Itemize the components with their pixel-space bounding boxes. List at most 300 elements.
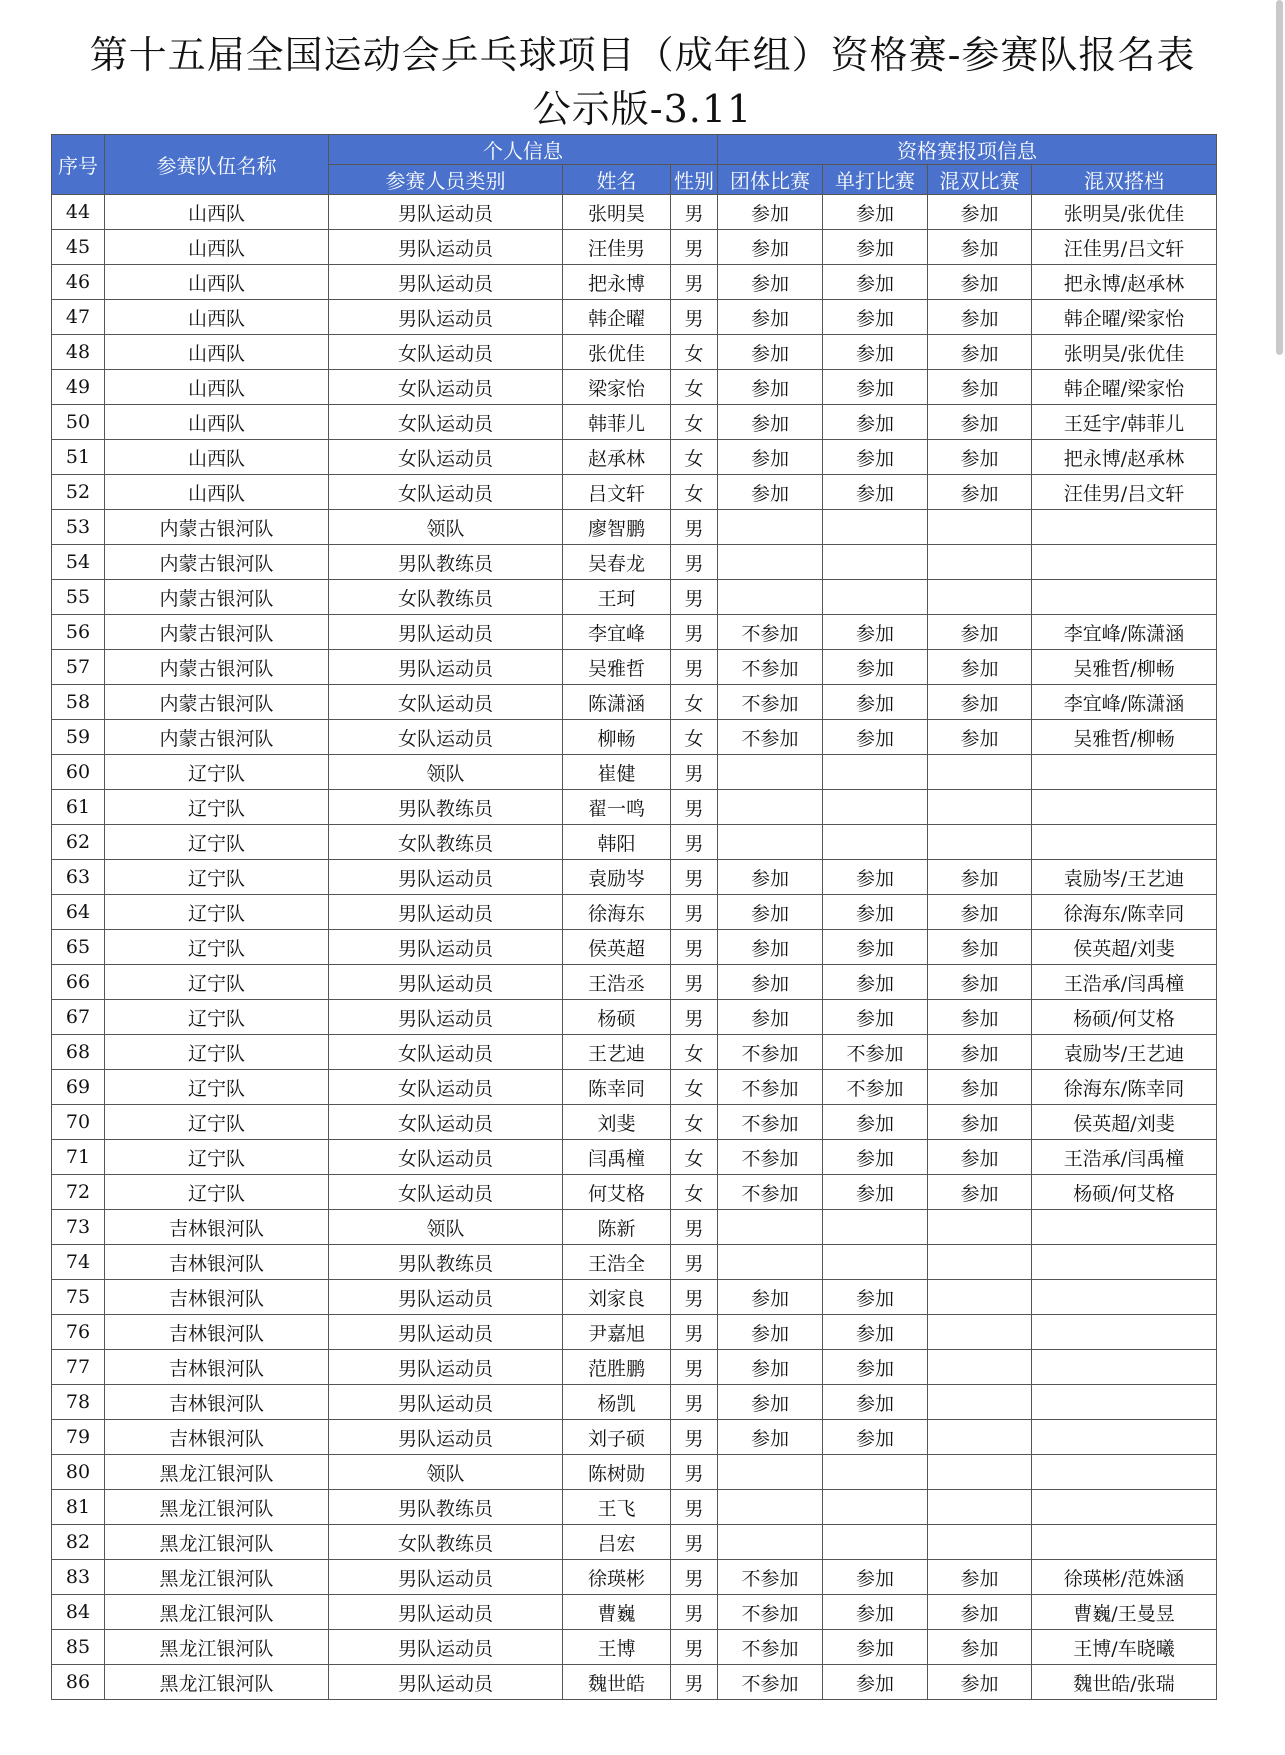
- cell-category: 女队运动员: [329, 685, 563, 720]
- cell-singles: [823, 1245, 928, 1280]
- cell-singles: [823, 545, 928, 580]
- cell-name: 王浩全: [563, 1245, 671, 1280]
- cell-seq: 47: [52, 300, 105, 335]
- cell-seq: 73: [52, 1210, 105, 1245]
- cell-gender: 女: [671, 1035, 718, 1070]
- cell-singles: 参加: [823, 1665, 928, 1700]
- cell-partner: 韩企曜/梁家怡: [1032, 300, 1217, 335]
- cell-gender: 男: [671, 510, 718, 545]
- cell-gender: 男: [671, 1350, 718, 1385]
- cell-partner: [1032, 1420, 1217, 1455]
- cell-team: 黑龙江银河队: [105, 1630, 329, 1665]
- cell-gender: 男: [671, 1560, 718, 1595]
- table-row: [52, 230, 1217, 265]
- cell-category: 男队运动员: [329, 650, 563, 685]
- table-row: [52, 195, 1217, 230]
- cell-name: 刘家良: [563, 1280, 671, 1315]
- cell-team-event: 不参加: [718, 1560, 823, 1595]
- cell-singles: [823, 1525, 928, 1560]
- cell-name: 王博: [563, 1630, 671, 1665]
- cell-gender: 男: [671, 860, 718, 895]
- cell-gender: 男: [671, 195, 718, 230]
- cell-seq: 57: [52, 650, 105, 685]
- cell-seq: 46: [52, 265, 105, 300]
- table-row: [52, 475, 1217, 510]
- table-row: [52, 755, 1217, 790]
- table-row: [52, 650, 1217, 685]
- cell-gender: 男: [671, 580, 718, 615]
- cell-partner: [1032, 790, 1217, 825]
- cell-name: 杨硕: [563, 1000, 671, 1035]
- cell-team: 山西队: [105, 195, 329, 230]
- cell-name: 袁励岑: [563, 860, 671, 895]
- table-row: [52, 685, 1217, 720]
- cell-gender: 男: [671, 1490, 718, 1525]
- cell-team: 辽宁队: [105, 1105, 329, 1140]
- cell-partner: 侯英超/刘斐: [1032, 1105, 1217, 1140]
- cell-team: 吉林银河队: [105, 1245, 329, 1280]
- cell-team: 辽宁队: [105, 965, 329, 1000]
- cell-seq: 85: [52, 1630, 105, 1665]
- cell-mixed: 参加: [928, 720, 1032, 755]
- cell-category: 女队运动员: [329, 405, 563, 440]
- cell-team: 辽宁队: [105, 1140, 329, 1175]
- cell-seq: 50: [52, 405, 105, 440]
- table-row: [52, 1000, 1217, 1035]
- cell-partner: 李宜峰/陈潇涵: [1032, 615, 1217, 650]
- cell-category: 男队运动员: [329, 1350, 563, 1385]
- cell-seq: 49: [52, 370, 105, 405]
- cell-singles: 参加: [823, 930, 928, 965]
- cell-team-event: 不参加: [718, 650, 823, 685]
- cell-gender: 男: [671, 1630, 718, 1665]
- header-category: 参赛人员类别: [329, 165, 563, 195]
- cell-team: 内蒙古银河队: [105, 580, 329, 615]
- cell-team-event: [718, 510, 823, 545]
- scrollbar[interactable]: [1276, 0, 1283, 355]
- header-seq: 序号: [52, 135, 105, 195]
- cell-singles: 参加: [823, 685, 928, 720]
- cell-mixed: 参加: [928, 1595, 1032, 1630]
- cell-category: 男队运动员: [329, 895, 563, 930]
- cell-team: 辽宁队: [105, 1175, 329, 1210]
- cell-gender: 男: [671, 1665, 718, 1700]
- cell-gender: 女: [671, 335, 718, 370]
- cell-partner: 徐瑛彬/范姝涵: [1032, 1560, 1217, 1595]
- cell-seq: 82: [52, 1525, 105, 1560]
- cell-category: 女队运动员: [329, 1070, 563, 1105]
- cell-team-event: 不参加: [718, 1630, 823, 1665]
- cell-gender: 男: [671, 1315, 718, 1350]
- cell-partner: [1032, 825, 1217, 860]
- cell-mixed: 参加: [928, 335, 1032, 370]
- cell-partner: 侯英超/刘斐: [1032, 930, 1217, 965]
- cell-mixed: 参加: [928, 370, 1032, 405]
- cell-seq: 80: [52, 1455, 105, 1490]
- cell-gender: 男: [671, 265, 718, 300]
- cell-seq: 53: [52, 510, 105, 545]
- cell-mixed: 参加: [928, 300, 1032, 335]
- cell-partner: 韩企曜/梁家怡: [1032, 370, 1217, 405]
- cell-team: 内蒙古银河队: [105, 685, 329, 720]
- header-mixed: 混双比赛: [928, 165, 1032, 195]
- cell-name: 陈潇涵: [563, 685, 671, 720]
- cell-category: 女队教练员: [329, 580, 563, 615]
- cell-team-event: 不参加: [718, 1035, 823, 1070]
- cell-mixed: 参加: [928, 1140, 1032, 1175]
- cell-partner: [1032, 1350, 1217, 1385]
- cell-team: 黑龙江银河队: [105, 1455, 329, 1490]
- cell-name: 闫禹橦: [563, 1140, 671, 1175]
- cell-partner: 把永博/赵承林: [1032, 440, 1217, 475]
- cell-category: 男队运动员: [329, 1665, 563, 1700]
- cell-category: 女队教练员: [329, 1525, 563, 1560]
- cell-seq: 55: [52, 580, 105, 615]
- cell-singles: 参加: [823, 440, 928, 475]
- cell-category: 领队: [329, 1210, 563, 1245]
- cell-name: 徐瑛彬: [563, 1560, 671, 1595]
- cell-name: 李宜峰: [563, 615, 671, 650]
- cell-team-event: 参加: [718, 475, 823, 510]
- table-row: [52, 790, 1217, 825]
- table-row: [52, 510, 1217, 545]
- cell-partner: 徐海东/陈幸同: [1032, 895, 1217, 930]
- cell-team-event: 参加: [718, 405, 823, 440]
- cell-team-event: 参加: [718, 335, 823, 370]
- header-team: 参赛队伍名称: [105, 135, 329, 195]
- cell-partner: [1032, 1315, 1217, 1350]
- cell-mixed: 参加: [928, 930, 1032, 965]
- cell-gender: 男: [671, 300, 718, 335]
- header-name: 姓名: [563, 165, 671, 195]
- cell-category: 男队运动员: [329, 1560, 563, 1595]
- cell-seq: 79: [52, 1420, 105, 1455]
- cell-singles: 参加: [823, 1105, 928, 1140]
- cell-singles: 参加: [823, 230, 928, 265]
- cell-partner: [1032, 510, 1217, 545]
- cell-name: 王珂: [563, 580, 671, 615]
- cell-mixed: 参加: [928, 895, 1032, 930]
- cell-team: 辽宁队: [105, 1035, 329, 1070]
- cell-partner: [1032, 1455, 1217, 1490]
- cell-gender: 男: [671, 1385, 718, 1420]
- table-body: [52, 195, 1217, 1700]
- cell-team: 辽宁队: [105, 1070, 329, 1105]
- cell-gender: 男: [671, 895, 718, 930]
- cell-team-event: 参加: [718, 230, 823, 265]
- table-header: [52, 135, 1217, 195]
- cell-singles: 参加: [823, 195, 928, 230]
- cell-name: 魏世皓: [563, 1665, 671, 1700]
- cell-team-event: [718, 790, 823, 825]
- cell-mixed: 参加: [928, 405, 1032, 440]
- cell-name: 陈新: [563, 1210, 671, 1245]
- cell-category: 女队运动员: [329, 370, 563, 405]
- cell-team: 内蒙古银河队: [105, 545, 329, 580]
- header-gender: 性别: [671, 165, 718, 195]
- cell-name: 王飞: [563, 1490, 671, 1525]
- cell-partner: [1032, 1245, 1217, 1280]
- cell-partner: 杨硕/何艾格: [1032, 1000, 1217, 1035]
- cell-partner: 王廷宇/韩菲儿: [1032, 405, 1217, 440]
- table-row: [52, 1210, 1217, 1245]
- cell-name: 吕文轩: [563, 475, 671, 510]
- cell-seq: 61: [52, 790, 105, 825]
- cell-category: 男队运动员: [329, 1630, 563, 1665]
- cell-partner: [1032, 545, 1217, 580]
- cell-mixed: [928, 1385, 1032, 1420]
- cell-team-event: [718, 580, 823, 615]
- cell-team-event: [718, 1525, 823, 1560]
- cell-mixed: [928, 1350, 1032, 1385]
- cell-gender: 男: [671, 1420, 718, 1455]
- cell-team: 吉林银河队: [105, 1210, 329, 1245]
- cell-name: 刘斐: [563, 1105, 671, 1140]
- table-row: [52, 1630, 1217, 1665]
- cell-seq: 52: [52, 475, 105, 510]
- cell-team-event: 参加: [718, 195, 823, 230]
- cell-mixed: [928, 545, 1032, 580]
- table-row: [52, 1245, 1217, 1280]
- cell-category: 男队运动员: [329, 1000, 563, 1035]
- table-row: [52, 1455, 1217, 1490]
- cell-team: 吉林银河队: [105, 1385, 329, 1420]
- cell-team-event: [718, 545, 823, 580]
- cell-team-event: 参加: [718, 1385, 823, 1420]
- cell-team: 黑龙江银河队: [105, 1560, 329, 1595]
- cell-team-event: 参加: [718, 965, 823, 1000]
- cell-mixed: 参加: [928, 615, 1032, 650]
- cell-mixed: 参加: [928, 1665, 1032, 1700]
- cell-gender: 男: [671, 755, 718, 790]
- table-row: [52, 1105, 1217, 1140]
- table-row: [52, 860, 1217, 895]
- cell-singles: [823, 510, 928, 545]
- cell-name: 翟一鸣: [563, 790, 671, 825]
- cell-seq: 78: [52, 1385, 105, 1420]
- cell-category: 女队运动员: [329, 720, 563, 755]
- cell-team: 山西队: [105, 370, 329, 405]
- cell-partner: 王浩承/闫禹橦: [1032, 965, 1217, 1000]
- cell-team-event: [718, 1210, 823, 1245]
- cell-name: 徐海东: [563, 895, 671, 930]
- table-row: [52, 265, 1217, 300]
- table-row: [52, 1280, 1217, 1315]
- cell-gender: 女: [671, 1070, 718, 1105]
- cell-name: 曹巍: [563, 1595, 671, 1630]
- cell-gender: 男: [671, 1245, 718, 1280]
- cell-name: 王浩丞: [563, 965, 671, 1000]
- cell-category: 男队运动员: [329, 1595, 563, 1630]
- cell-team: 内蒙古银河队: [105, 650, 329, 685]
- cell-gender: 男: [671, 230, 718, 265]
- table-row: [52, 720, 1217, 755]
- cell-seq: 75: [52, 1280, 105, 1315]
- cell-singles: 参加: [823, 965, 928, 1000]
- cell-seq: 59: [52, 720, 105, 755]
- cell-team: 黑龙江银河队: [105, 1595, 329, 1630]
- cell-seq: 67: [52, 1000, 105, 1035]
- cell-category: 女队教练员: [329, 825, 563, 860]
- cell-gender: 女: [671, 370, 718, 405]
- cell-mixed: 参加: [928, 195, 1032, 230]
- table-row: [52, 965, 1217, 1000]
- cell-gender: 女: [671, 720, 718, 755]
- cell-team-event: 参加: [718, 440, 823, 475]
- cell-name: 韩阳: [563, 825, 671, 860]
- cell-gender: 男: [671, 1280, 718, 1315]
- header-personal-info: 个人信息: [329, 135, 718, 165]
- header-entry-info: 资格赛报项信息: [718, 135, 1217, 165]
- cell-name: 吴雅哲: [563, 650, 671, 685]
- cell-team-event: 不参加: [718, 1175, 823, 1210]
- roster-table: [51, 134, 1217, 1700]
- cell-name: 陈树勋: [563, 1455, 671, 1490]
- cell-name: 张优佳: [563, 335, 671, 370]
- title-line-1: 第十五届全国运动会乒乓球项目（成年组）资格赛-参赛队报名表: [89, 33, 1196, 77]
- cell-gender: 男: [671, 545, 718, 580]
- cell-mixed: 参加: [928, 1175, 1032, 1210]
- table-row: [52, 1385, 1217, 1420]
- table-row: [52, 300, 1217, 335]
- cell-singles: [823, 755, 928, 790]
- cell-seq: 56: [52, 615, 105, 650]
- cell-mixed: 参加: [928, 440, 1032, 475]
- cell-team-event: 不参加: [718, 1105, 823, 1140]
- cell-seq: 66: [52, 965, 105, 1000]
- cell-team-event: 不参加: [718, 720, 823, 755]
- cell-category: 男队教练员: [329, 790, 563, 825]
- cell-team-event: [718, 1490, 823, 1525]
- table-row: [52, 1175, 1217, 1210]
- table-row: [52, 405, 1217, 440]
- cell-category: 男队运动员: [329, 300, 563, 335]
- cell-gender: 女: [671, 1140, 718, 1175]
- cell-partner: 把永博/赵承林: [1032, 265, 1217, 300]
- table-row: [52, 825, 1217, 860]
- cell-mixed: [928, 1280, 1032, 1315]
- cell-seq: 72: [52, 1175, 105, 1210]
- cell-mixed: 参加: [928, 1035, 1032, 1070]
- cell-name: 把永博: [563, 265, 671, 300]
- cell-partner: 曹巍/王曼昱: [1032, 1595, 1217, 1630]
- cell-singles: 参加: [823, 860, 928, 895]
- cell-partner: [1032, 1280, 1217, 1315]
- cell-seq: 58: [52, 685, 105, 720]
- cell-name: 汪佳男: [563, 230, 671, 265]
- cell-team-event: 参加: [718, 895, 823, 930]
- cell-partner: 杨硕/何艾格: [1032, 1175, 1217, 1210]
- cell-singles: 参加: [823, 1315, 928, 1350]
- cell-name: 杨凯: [563, 1385, 671, 1420]
- cell-singles: 参加: [823, 1350, 928, 1385]
- cell-team: 辽宁队: [105, 930, 329, 965]
- cell-seq: 63: [52, 860, 105, 895]
- cell-singles: 参加: [823, 650, 928, 685]
- cell-partner: 袁励岑/王艺迪: [1032, 1035, 1217, 1070]
- cell-gender: 男: [671, 930, 718, 965]
- cell-gender: 男: [671, 790, 718, 825]
- cell-category: 男队教练员: [329, 545, 563, 580]
- cell-team: 山西队: [105, 335, 329, 370]
- cell-partner: 李宜峰/陈潇涵: [1032, 685, 1217, 720]
- cell-team-event: 参加: [718, 1280, 823, 1315]
- cell-team: 内蒙古银河队: [105, 720, 329, 755]
- table-row: [52, 335, 1217, 370]
- cell-gender: 男: [671, 1525, 718, 1560]
- cell-singles: 参加: [823, 370, 928, 405]
- cell-singles: 参加: [823, 475, 928, 510]
- cell-category: 男队运动员: [329, 230, 563, 265]
- cell-singles: 参加: [823, 335, 928, 370]
- cell-gender: 女: [671, 685, 718, 720]
- cell-singles: 参加: [823, 1420, 928, 1455]
- cell-category: 女队运动员: [329, 475, 563, 510]
- cell-singles: 不参加: [823, 1035, 928, 1070]
- cell-team: 辽宁队: [105, 755, 329, 790]
- table-row: [52, 440, 1217, 475]
- cell-team: 吉林银河队: [105, 1280, 329, 1315]
- cell-team-event: 参加: [718, 1000, 823, 1035]
- cell-seq: 65: [52, 930, 105, 965]
- cell-mixed: [928, 580, 1032, 615]
- cell-singles: 参加: [823, 895, 928, 930]
- title-line-2: 公示版-3.11: [532, 87, 753, 131]
- cell-singles: [823, 825, 928, 860]
- cell-seq: 54: [52, 545, 105, 580]
- cell-singles: [823, 790, 928, 825]
- cell-name: 刘子硕: [563, 1420, 671, 1455]
- cell-singles: [823, 1210, 928, 1245]
- cell-name: 范胜鹏: [563, 1350, 671, 1385]
- cell-team-event: [718, 825, 823, 860]
- cell-mixed: 参加: [928, 1560, 1032, 1595]
- cell-gender: 女: [671, 475, 718, 510]
- cell-seq: 70: [52, 1105, 105, 1140]
- cell-category: 男队运动员: [329, 1280, 563, 1315]
- cell-mixed: 参加: [928, 650, 1032, 685]
- cell-category: 男队运动员: [329, 965, 563, 1000]
- cell-mixed: [928, 755, 1032, 790]
- table-row: [52, 1350, 1217, 1385]
- cell-team: 黑龙江银河队: [105, 1665, 329, 1700]
- cell-seq: 48: [52, 335, 105, 370]
- cell-gender: 女: [671, 1175, 718, 1210]
- cell-team: 山西队: [105, 230, 329, 265]
- cell-team-event: 不参加: [718, 1070, 823, 1105]
- table-row: [52, 1595, 1217, 1630]
- cell-category: 男队教练员: [329, 1245, 563, 1280]
- cell-gender: 男: [671, 965, 718, 1000]
- cell-singles: [823, 1455, 928, 1490]
- cell-seq: 76: [52, 1315, 105, 1350]
- cell-seq: 60: [52, 755, 105, 790]
- cell-team-event: [718, 1245, 823, 1280]
- cell-mixed: [928, 1420, 1032, 1455]
- cell-team-event: [718, 1455, 823, 1490]
- cell-category: 领队: [329, 1455, 563, 1490]
- cell-mixed: [928, 825, 1032, 860]
- cell-category: 领队: [329, 510, 563, 545]
- cell-singles: 参加: [823, 300, 928, 335]
- document-title: [0, 28, 1285, 136]
- cell-team: 内蒙古银河队: [105, 510, 329, 545]
- cell-singles: 参加: [823, 265, 928, 300]
- cell-seq: 68: [52, 1035, 105, 1070]
- cell-seq: 77: [52, 1350, 105, 1385]
- cell-mixed: 参加: [928, 1000, 1032, 1035]
- cell-team: 辽宁队: [105, 1000, 329, 1035]
